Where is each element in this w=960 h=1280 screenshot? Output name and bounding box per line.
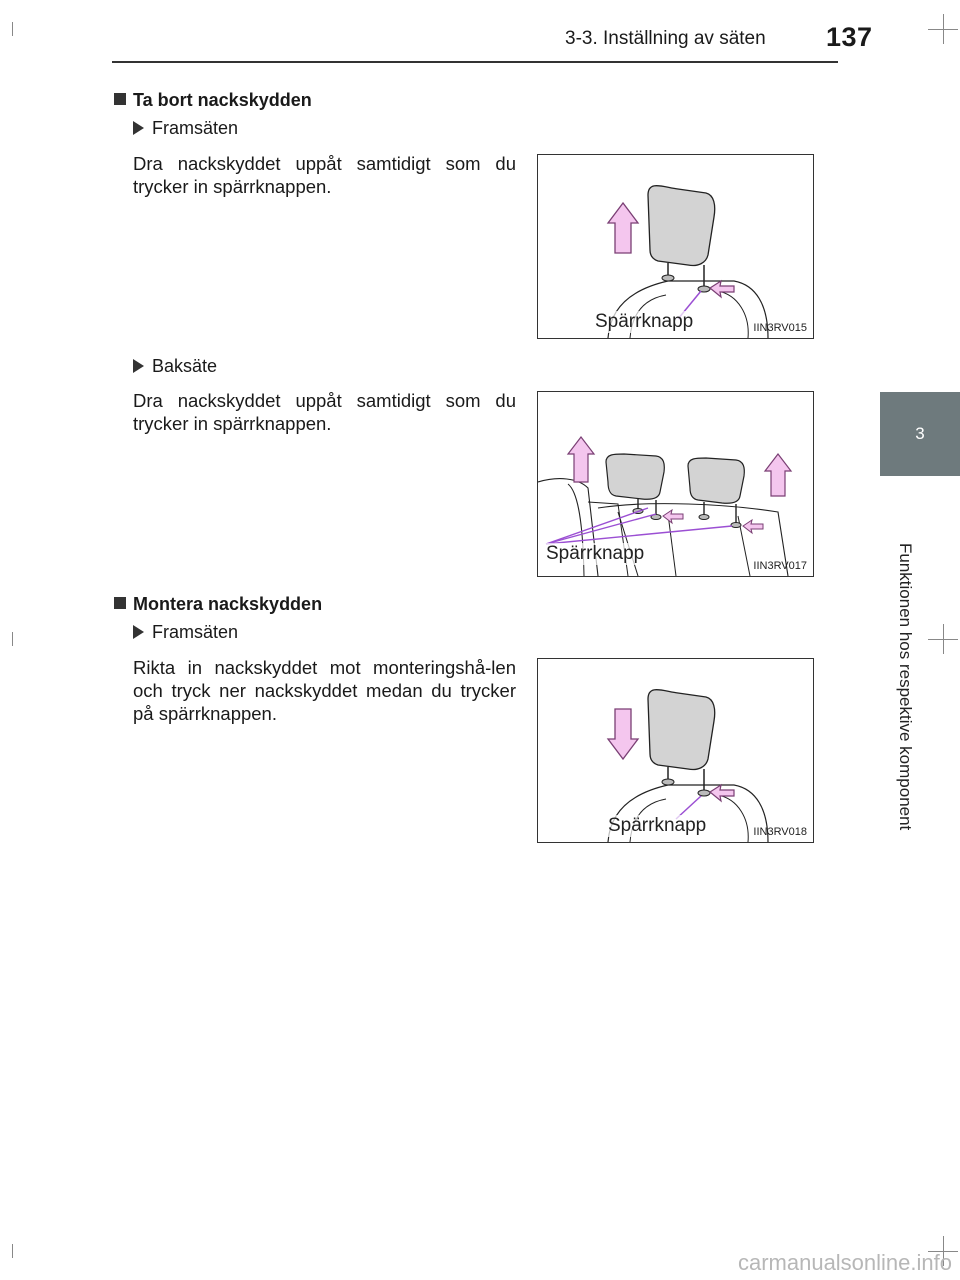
paragraph-front-remove: Dra nackskyddet uppåt samtidigt som du trycker in spärrknappen. — [133, 153, 516, 197]
figure-label: Spärrknapp — [595, 311, 694, 332]
chapter-label: Funktionen hos respektive komponent — [896, 543, 915, 831]
triangle-bullet-icon — [133, 625, 144, 639]
chapter-number: 3 — [915, 424, 925, 443]
crop-mark — [12, 632, 13, 646]
crop-mark — [928, 639, 958, 640]
crop-mark — [928, 29, 958, 30]
figure-front-remove — [537, 154, 814, 339]
square-bullet-icon — [114, 597, 126, 609]
triangle-bullet-icon — [133, 359, 144, 373]
figure-front-install — [537, 658, 814, 843]
figure-rear-remove — [537, 391, 814, 577]
header-rule — [112, 61, 838, 63]
figure-code: IIN3RV017 — [753, 560, 807, 572]
square-bullet-icon — [114, 93, 126, 105]
subheading-front-install-text: Framsäten — [152, 622, 239, 642]
heading-install-text: Montera nackskydden — [133, 594, 323, 614]
subheading-front-remove — [133, 118, 238, 139]
heading-install — [114, 594, 322, 615]
heading-remove-text: Ta bort nackskydden — [133, 90, 312, 110]
chapter-tab — [880, 392, 960, 476]
subheading-rear-remove — [133, 356, 217, 377]
triangle-bullet-icon — [133, 121, 144, 135]
figure-code: IIN3RV018 — [753, 826, 807, 838]
subheading-front-install — [133, 622, 238, 643]
section-title: 3-3. Inställning av säten — [565, 28, 766, 49]
watermark: carmanualsonline.info — [737, 1250, 952, 1275]
page-number: 137 — [826, 22, 873, 52]
paragraph-front-install: Rikta in nackskyddet mot monteringshå-len och tryck ner nackskyddet medan du trycker på spärrknappen. — [133, 657, 516, 724]
figure-label: Spärrknapp — [546, 543, 645, 564]
figure-code: IIN3RV015 — [753, 322, 807, 334]
paragraph-rear-remove: Dra nackskyddet uppåt samtidigt som du trycker in spärrknappen. — [133, 390, 516, 434]
crop-mark — [12, 22, 13, 36]
subheading-rear-remove-text: Baksäte — [152, 356, 218, 376]
subheading-front-remove-text: Framsäten — [152, 118, 239, 138]
figure-label: Spärrknapp — [608, 815, 707, 836]
crop-mark — [12, 1244, 13, 1258]
heading-remove — [114, 90, 312, 111]
